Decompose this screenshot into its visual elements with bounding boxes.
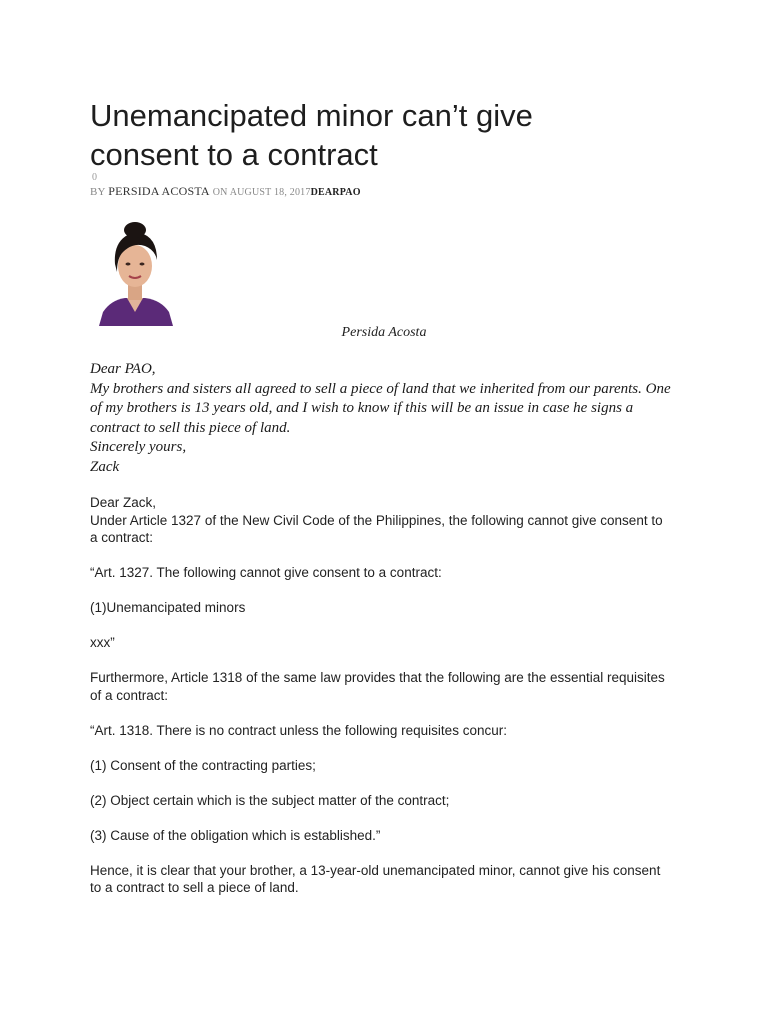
photo-caption: Persida Acosta [341, 325, 427, 340]
byline [90, 184, 361, 199]
letter-signature: Zack [90, 458, 120, 475]
answer-section [90, 494, 670, 914]
byline-date: ON AUGUST 18, 2017 [212, 187, 311, 198]
byline-by: BY [90, 186, 106, 198]
category-link[interactable]: DEARPAO [310, 187, 361, 198]
answer-paragraph: Furthermore, Article 1318 of the same law provides that the following are the essential requisites of a contract: [90, 670, 665, 703]
letter-greeting: Dear PAO, [90, 361, 156, 377]
quote2-item: (2) Object certain which is the subject matter of the contract; [90, 792, 450, 808]
author-link[interactable]: PERSIDA ACOSTA [108, 184, 210, 198]
answer-greeting: Dear Zack, [90, 495, 157, 510]
article-title: Unemancipated minor can’t give consent to a contract [90, 98, 533, 172]
quote2-item: (1) Consent of the contracting parties; [90, 757, 316, 773]
answer-intro: Under Article 1327 of the New Civil Code of the Philippines, the following cannot give consent to a contract: [90, 512, 663, 545]
quote1-item: (1)Unemancipated minors [90, 600, 246, 615]
quote2-item: (3) Cause of the obligation which is established.” [90, 827, 381, 843]
letter-closing: Sincerely yours, [90, 439, 187, 455]
quote2-heading: “Art. 1318. There is no contract unless the following requisites concur: [90, 722, 507, 738]
reader-letter [90, 360, 680, 477]
letter-body: My brothers and sisters all agreed to sell a piece of land that we inherited from our parents. One of my brothers is 13 years old, and I wish to know if this will be an issue in case he signs a contract to sell this piece of land. [90, 380, 671, 436]
quote1-ellipsis: xxx” [90, 635, 115, 650]
answer-conclusion: Hence, it is clear that your brother, a 13-year-old unemancipated minor, cannot give his consent to a contract to sell a piece of land. [90, 862, 661, 895]
comment-count[interactable]: 0 [92, 172, 97, 183]
quote1-heading: “Art. 1327. The following cannot give consent to a contract: [90, 565, 442, 580]
author-photo [97, 220, 173, 326]
